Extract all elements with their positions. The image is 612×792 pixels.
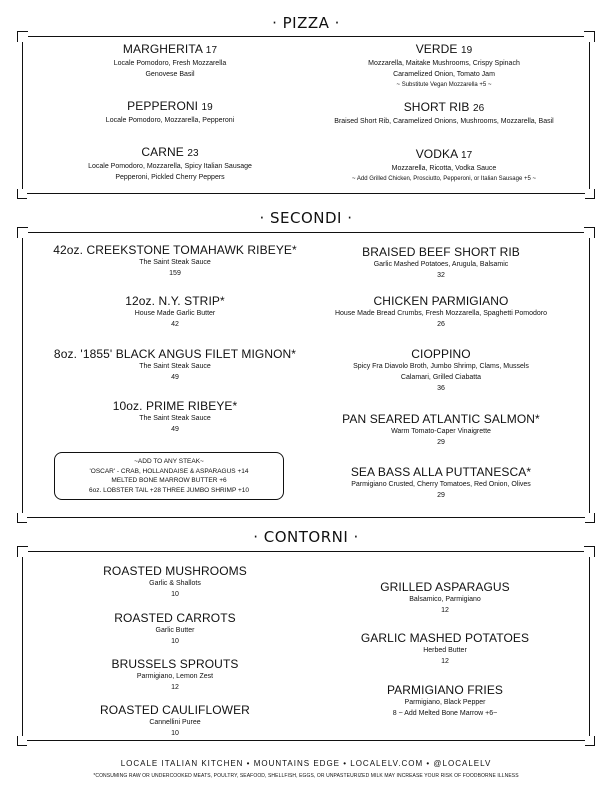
footer-info: LOCALE ITALIAN KITCHEN • MOUNTAINS EDGE • LOCALELV.COM • @LOCALELV bbox=[120, 759, 492, 768]
footer-disclaimer: *CONSUMING RAW OR UNDERCOOKED MEATS, POULTRY, SEAFOOD, SHELLFISH, EGGS, OR UNPASTEURIZED MILK MAY INCREASE YOUR RISK OF FOODBORNE ILLNESS bbox=[93, 773, 519, 779]
contorni-fries: PARMIGIANO FRIES Parmigiano, Black Pepper 8 ~ Add Melted Bone Marrow +6~ bbox=[386, 683, 504, 717]
pizza-margherita: MARGHERITA 17 Locale Pomodoro, Fresh Mozzarella Genovese Basil bbox=[113, 42, 227, 78]
contorni-carrots: ROASTED CARROTS Garlic Butter 10 bbox=[114, 611, 236, 645]
addon-oscar: 'OSCAR' - CRAB, HOLLANDAISE & ASPARAGUS +14 bbox=[89, 467, 249, 475]
addon-marrow: MELTED BONE MARROW BUTTER +6 bbox=[111, 477, 227, 484]
contorni-brussels: BRUSSELS SPROUTS Parmigiano, Lemon Zest 12 bbox=[111, 657, 239, 691]
pizza-carne: CARNE 23 Locale Pomodoro, Mozzarella, Spicy Italian Sausage Pepperoni, Pickled Cherry Peppers bbox=[88, 145, 252, 181]
steak-addons-box bbox=[54, 452, 284, 500]
pizza-verde: VERDE 19 Mozzarella, Maitake Mushrooms, Crispy Spinach Caramelized Onion, Tomato Jam ~ Substitute Vegan Mozzarella +5 ~ bbox=[368, 42, 520, 88]
secondi-salmon: PAN SEARED ATLANTIC SALMON* Warm Tomato-Caper Vinaigrette 29 bbox=[342, 412, 540, 446]
contorni-title: · CONTORNI · bbox=[253, 528, 359, 546]
secondi-tomahawk: 42oz. CREEKSTONE TOMAHAWK RIBEYE* The Saint Steak Sauce 159 bbox=[53, 243, 297, 277]
secondi-prime-ribeye: 10oz. PRIME RIBEYE* The Saint Steak Sauce 49 bbox=[112, 399, 238, 433]
addon-lobster-shrimp: 6oz. LOBSTER TAIL +28 THREE JUMBO SHRIMP +10 bbox=[88, 486, 250, 494]
contorni-mashed-potatoes: GARLIC MASHED POTATOES Herbed Butter 12 bbox=[360, 631, 530, 665]
pizza-title: · PIZZA · bbox=[272, 14, 340, 32]
pizza-pepperoni: PEPPERONI 19 Locale Pomodoro, Mozzarella, Pepperoni bbox=[105, 99, 235, 124]
pizza-vodka: VODKA 17 Mozzarella, Ricotta, Vodka Sauce ~ Add Grilled Chicken, Prosciutto, Pepperoni, or Italian Sausage +5 ~ bbox=[352, 147, 536, 182]
secondi-filet: 8oz. '1855' BLACK ANGUS FILET MIGNON* The Saint Steak Sauce 49 bbox=[53, 347, 297, 381]
secondi-sea-bass: SEA BASS ALLA PUTTANESCA* Parmigiano Crusted, Cherry Tomatoes, Red Onion, Olives 29 bbox=[350, 465, 532, 499]
secondi-short-rib: BRAISED BEEF SHORT RIB Garlic Mashed Potatoes, Arugula, Balsamic 32 bbox=[362, 245, 520, 279]
secondi-chicken-parm: CHICKEN PARMIGIANO House Made Bread Crumbs, Fresh Mozzarella, Spaghetti Pomodoro 26 bbox=[334, 294, 548, 328]
contorni-asparagus: GRILLED ASPARAGUS Balsamico, Parmigiano 12 bbox=[380, 580, 510, 614]
secondi-title: · SECONDI · bbox=[259, 209, 353, 227]
addon-heading: ~ADD TO ANY STEAK~ bbox=[134, 458, 204, 465]
secondi-ny-strip: 12oz. N.Y. STRIP* House Made Garlic Butter 42 bbox=[125, 294, 225, 328]
contorni-cauliflower: ROASTED CAULIFLOWER Cannellini Puree 10 bbox=[100, 703, 250, 737]
secondi-cioppino: CIOPPINO Spicy Fra Diavolo Broth, Jumbo Shrimp, Clams, Mussels Calamari, Grilled Ciabatta 36 bbox=[353, 347, 529, 392]
contorni-mushrooms: ROASTED MUSHROOMS Garlic & Shallots 10 bbox=[103, 564, 247, 598]
pizza-short-rib: SHORT RIB 26 Braised Short Rib, Caramelized Onions, Mushrooms, Mozzarella, Basil bbox=[334, 100, 554, 125]
